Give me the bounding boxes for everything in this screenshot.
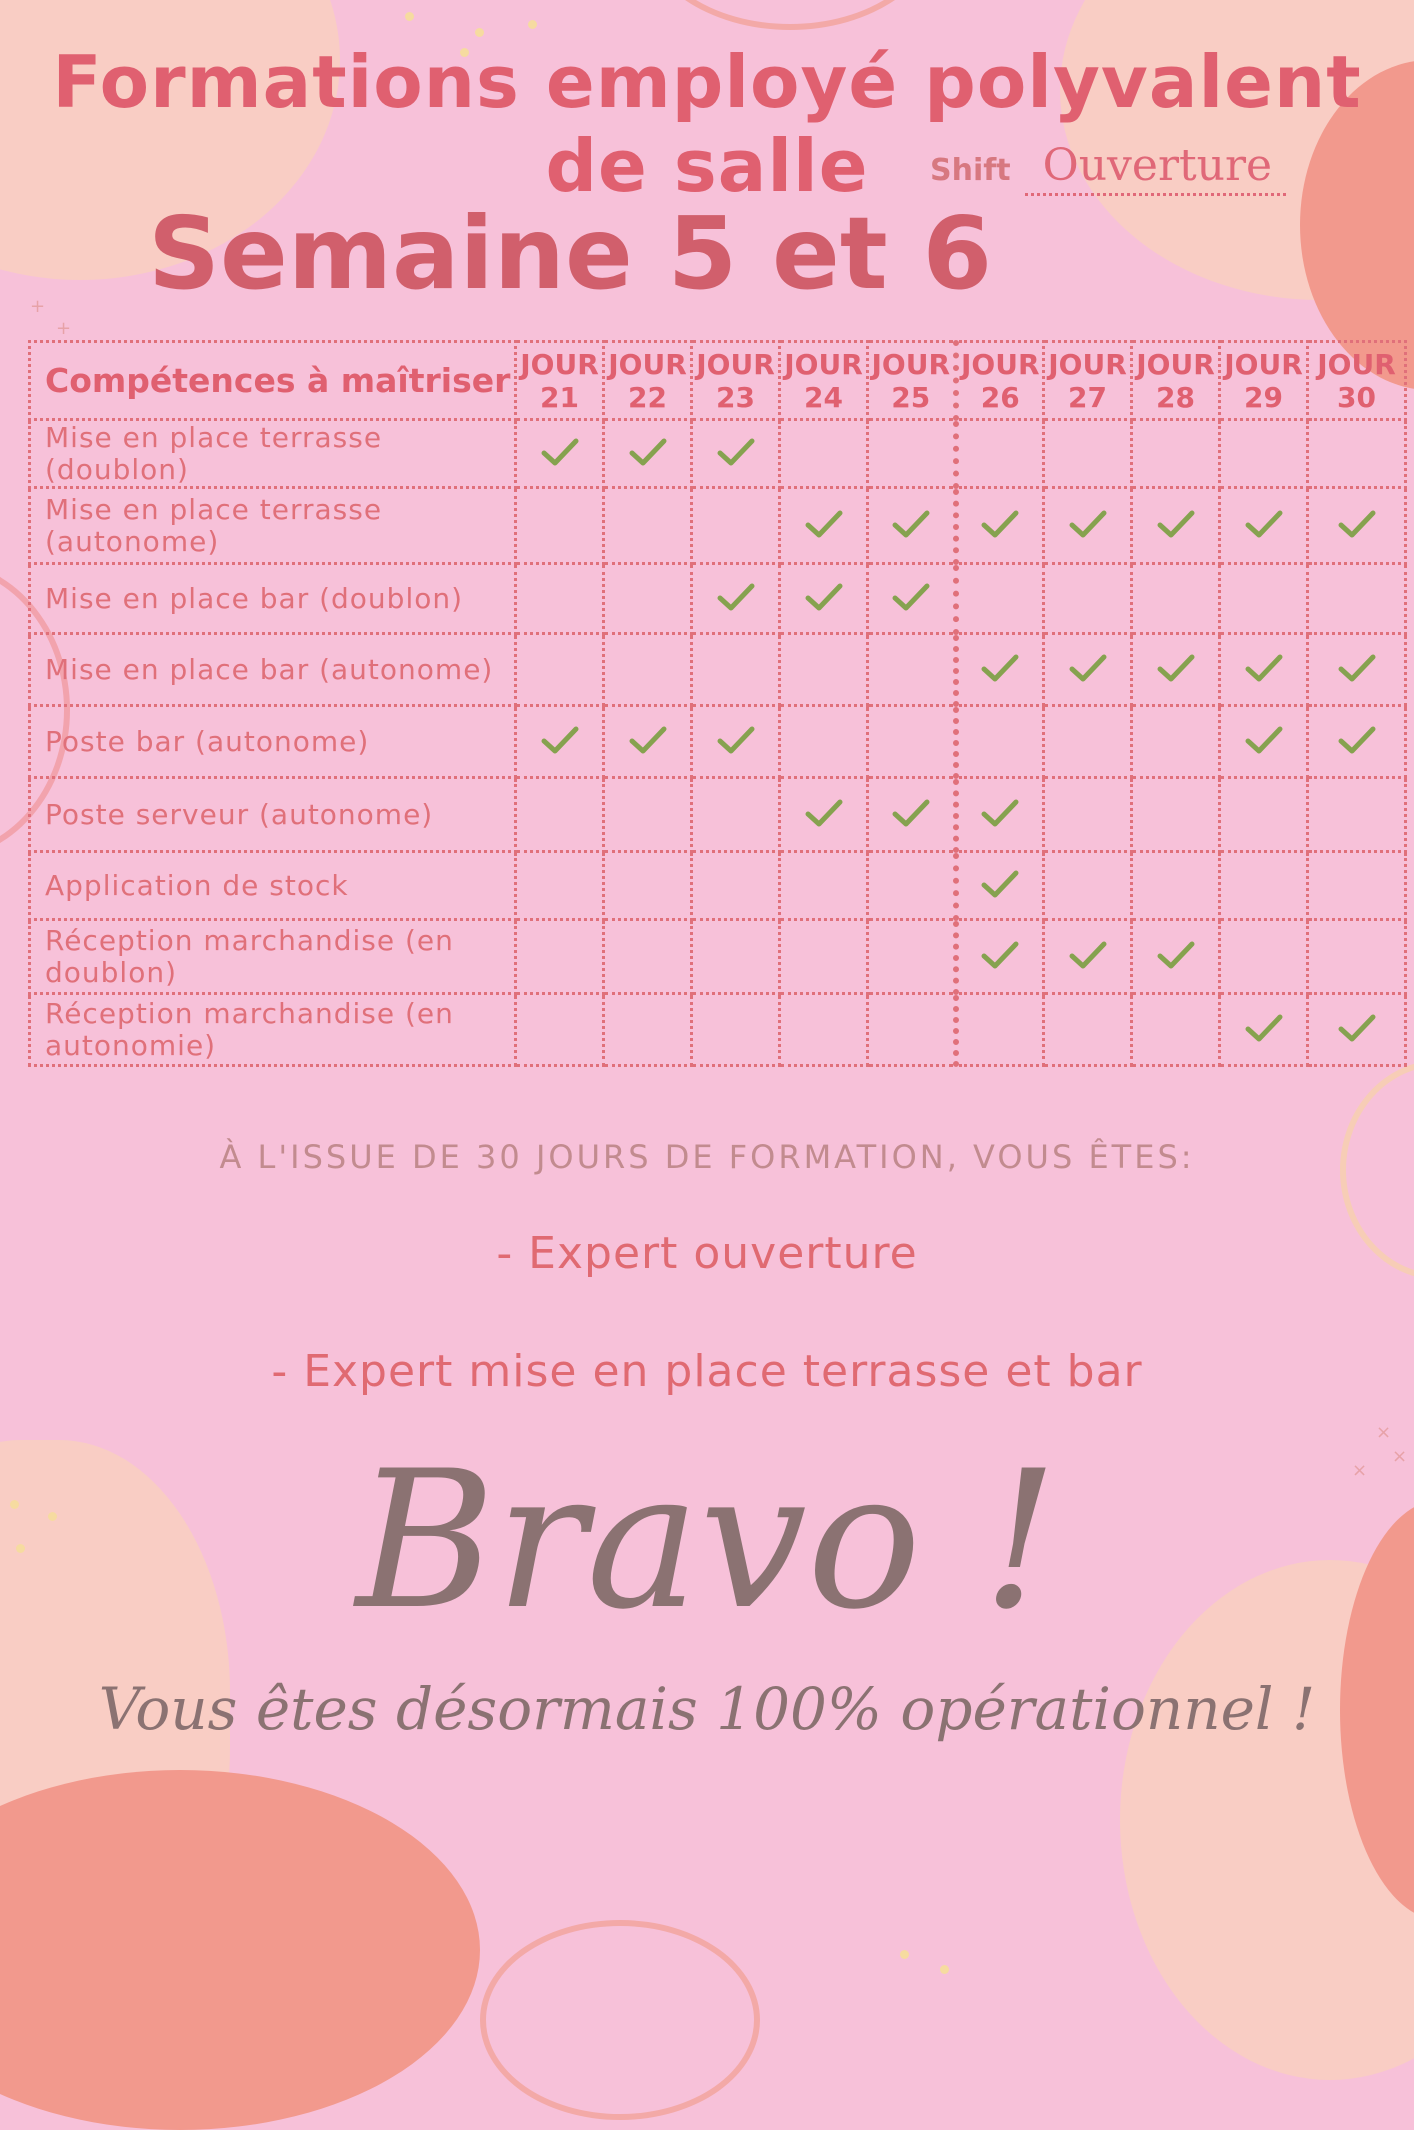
table-row (30, 564, 1406, 634)
table-row (30, 488, 1406, 564)
day-number: 29 (1244, 380, 1283, 414)
day-label: JOUR (696, 347, 775, 381)
skill-label: Mise en place terrasse (doublon) (30, 420, 516, 488)
day-cell (868, 852, 956, 920)
day-cell (604, 778, 692, 852)
checkmark-icon (1068, 508, 1108, 544)
day-cell (1308, 634, 1406, 706)
day-cell (604, 488, 692, 564)
checkmark-icon (980, 652, 1020, 688)
day-cell (1132, 634, 1220, 706)
day-cell (956, 420, 1044, 488)
day-cell (604, 564, 692, 634)
result-item: - Expert mise en place terrasse et bar (271, 1346, 1143, 1397)
day-column-header (780, 342, 868, 420)
day-cell (780, 994, 868, 1066)
day-cell (1220, 778, 1308, 852)
decor-cross: + (30, 296, 46, 317)
decor-cross: × (1352, 1460, 1368, 1481)
checkmark-icon (716, 436, 756, 472)
day-label: JOUR (1048, 347, 1127, 381)
tagline: Vous êtes désormais 100% opérationnel ! (98, 1675, 1316, 1743)
shift-label: Shift (930, 153, 1011, 188)
day-cell (1044, 634, 1132, 706)
checkmark-icon (980, 939, 1020, 975)
day-cell (516, 994, 604, 1066)
skill-label: Poste bar (autonome) (30, 706, 516, 778)
day-cell (1308, 706, 1406, 778)
day-cell (516, 488, 604, 564)
day-cell (1044, 778, 1132, 852)
checkmark-icon (716, 581, 756, 617)
day-label: JOUR (784, 347, 863, 381)
checkmark-icon (1337, 724, 1377, 760)
day-number: 30 (1337, 380, 1376, 414)
skill-label: Poste serveur (autonome) (30, 778, 516, 852)
day-cell (868, 706, 956, 778)
day-cell (868, 420, 956, 488)
day-cell (1044, 994, 1132, 1066)
checkmark-icon (1337, 1012, 1377, 1048)
checkmark-icon (540, 724, 580, 760)
day-cell (1220, 920, 1308, 994)
day-number: 21 (540, 380, 579, 414)
day-cell (1132, 994, 1220, 1066)
day-cell (1220, 420, 1308, 488)
day-cell (1044, 488, 1132, 564)
decor-cross: × (1392, 1446, 1408, 1467)
day-cell (1044, 920, 1132, 994)
shift-field (930, 140, 1286, 196)
day-cell (516, 920, 604, 994)
skills-column-header: Compétences à maîtriser (30, 342, 516, 420)
checkmark-icon (1337, 652, 1377, 688)
day-cell (692, 488, 780, 564)
day-cell (1308, 778, 1406, 852)
day-number: 28 (1156, 380, 1195, 414)
day-cell (780, 706, 868, 778)
skill-label: Réception marchandise (en autonomie) (30, 994, 516, 1066)
day-cell (604, 420, 692, 488)
day-column-header (1220, 342, 1308, 420)
day-cell (1308, 420, 1406, 488)
day-cell (1220, 564, 1308, 634)
checkmark-icon (980, 797, 1020, 833)
decor-dot (405, 12, 414, 21)
day-cell (516, 706, 604, 778)
day-cell (692, 634, 780, 706)
day-cell (1132, 488, 1220, 564)
checkmark-icon (716, 724, 756, 760)
skill-label: Mise en place terrasse (autonome) (30, 488, 516, 564)
day-cell (604, 852, 692, 920)
day-cell (780, 852, 868, 920)
checkmark-icon (804, 508, 844, 544)
day-number: 25 (891, 380, 931, 414)
day-cell (692, 564, 780, 634)
table-row (30, 706, 1406, 778)
day-cell (604, 920, 692, 994)
day-cell (604, 634, 692, 706)
table-row (30, 778, 1406, 852)
day-cell (868, 994, 956, 1066)
day-label: JOUR (1136, 347, 1215, 381)
decor-cross: × (1376, 1422, 1392, 1443)
background-ring-bottom (480, 1920, 760, 2120)
bravo-heading: Bravo ! (355, 1430, 1059, 1651)
day-label: JOUR (871, 347, 951, 381)
day-cell (868, 778, 956, 852)
table-row (30, 634, 1406, 706)
day-number: 27 (1068, 380, 1107, 414)
checkmark-icon (891, 581, 931, 617)
checkmark-icon (1244, 652, 1284, 688)
day-column-header (868, 342, 956, 420)
checkmark-icon (804, 581, 844, 617)
skill-label: Mise en place bar (autonome) (30, 634, 516, 706)
day-label: JOUR (1224, 347, 1303, 381)
checkmark-icon (1244, 1012, 1284, 1048)
checkmark-icon (1156, 508, 1196, 544)
day-cell (692, 420, 780, 488)
day-label: JOUR (608, 347, 687, 381)
day-number: 23 (716, 380, 755, 414)
day-cell (604, 994, 692, 1066)
day-cell (868, 920, 956, 994)
day-cell (780, 778, 868, 852)
checkmark-icon (1244, 724, 1284, 760)
day-cell (956, 488, 1044, 564)
day-cell (868, 564, 956, 634)
day-cell (956, 852, 1044, 920)
day-cell (1044, 706, 1132, 778)
skill-label: Mise en place bar (doublon) (30, 564, 516, 634)
day-cell (780, 920, 868, 994)
result-heading: À L'ISSUE DE 30 JOURS DE FORMATION, VOUS ÊTES: (219, 1138, 1195, 1176)
day-cell (1220, 634, 1308, 706)
result-item: - Expert ouverture (496, 1228, 918, 1279)
day-cell (516, 852, 604, 920)
checkmark-icon (891, 508, 931, 544)
shift-value: Ouverture (1025, 140, 1286, 196)
decor-dot (940, 1965, 949, 1974)
day-cell (516, 420, 604, 488)
week-heading: Semaine 5 et 6 (148, 195, 993, 312)
day-column-header (1132, 342, 1220, 420)
day-cell (1132, 920, 1220, 994)
day-cell (1132, 706, 1220, 778)
checkmark-icon (1068, 939, 1108, 975)
decor-cross: + (56, 318, 72, 339)
day-cell (1132, 852, 1220, 920)
day-label: JOUR (960, 347, 1040, 381)
day-cell (956, 706, 1044, 778)
checkmark-icon (891, 797, 931, 833)
day-cell (1044, 420, 1132, 488)
day-cell (1132, 564, 1220, 634)
day-cell (692, 920, 780, 994)
day-cell (516, 634, 604, 706)
day-cell (956, 564, 1044, 634)
day-cell (956, 920, 1044, 994)
checkmark-icon (628, 436, 668, 472)
background-ring-top (640, 0, 940, 30)
day-cell (692, 778, 780, 852)
day-number: 26 (980, 380, 1020, 414)
table-row (30, 920, 1406, 994)
day-cell (956, 994, 1044, 1066)
day-cell (1308, 488, 1406, 564)
day-cell (1220, 852, 1308, 920)
day-cell (692, 994, 780, 1066)
day-cell (780, 564, 868, 634)
day-column-header (516, 342, 604, 420)
checkmark-icon (540, 436, 580, 472)
checkmark-icon (1244, 508, 1284, 544)
day-cell (692, 852, 780, 920)
background-blob-bottom-left-dark (0, 1770, 480, 2130)
day-column-header (956, 342, 1044, 420)
day-cell (1220, 488, 1308, 564)
decor-dot (528, 20, 537, 29)
day-cell (956, 634, 1044, 706)
day-column-header (604, 342, 692, 420)
decor-dot (900, 1950, 909, 1959)
table-header-row (30, 342, 1406, 420)
checkmark-icon (980, 868, 1020, 904)
day-label: JOUR (520, 347, 599, 381)
checkmark-icon (1337, 508, 1377, 544)
checkmark-icon (1156, 652, 1196, 688)
day-cell (1220, 706, 1308, 778)
day-cell (692, 706, 780, 778)
table-body (30, 420, 1406, 1066)
day-cell (516, 778, 604, 852)
day-column-header (692, 342, 780, 420)
day-cell (1308, 920, 1406, 994)
day-column-header (1308, 342, 1406, 420)
checkmark-icon (628, 724, 668, 760)
day-cell (1308, 564, 1406, 634)
day-cell (868, 488, 956, 564)
skills-table (28, 340, 1407, 1067)
day-cell (1044, 564, 1132, 634)
day-cell (868, 634, 956, 706)
day-column-header (1044, 342, 1132, 420)
day-cell (1308, 994, 1406, 1066)
decor-dot (475, 28, 484, 37)
day-cell (780, 488, 868, 564)
day-number: 24 (804, 380, 843, 414)
day-cell (1132, 420, 1220, 488)
checkmark-icon (804, 797, 844, 833)
checkmark-icon (1156, 939, 1196, 975)
day-cell (1044, 852, 1132, 920)
page-title: Formations employé polyvalent de salle (52, 40, 1362, 208)
day-cell (956, 778, 1044, 852)
day-cell (516, 564, 604, 634)
skill-label: Application de stock (30, 852, 516, 920)
day-cell (1132, 778, 1220, 852)
table-row (30, 994, 1406, 1066)
day-cell (780, 634, 868, 706)
day-cell (604, 706, 692, 778)
checkmark-icon (1068, 652, 1108, 688)
table-row (30, 420, 1406, 488)
table-row (30, 852, 1406, 920)
day-cell (1220, 994, 1308, 1066)
day-cell (780, 420, 868, 488)
day-number: 22 (628, 380, 667, 414)
skill-label: Réception marchandise (en doublon) (30, 920, 516, 994)
day-label: JOUR (1317, 347, 1396, 381)
checkmark-icon (980, 508, 1020, 544)
day-cell (1308, 852, 1406, 920)
